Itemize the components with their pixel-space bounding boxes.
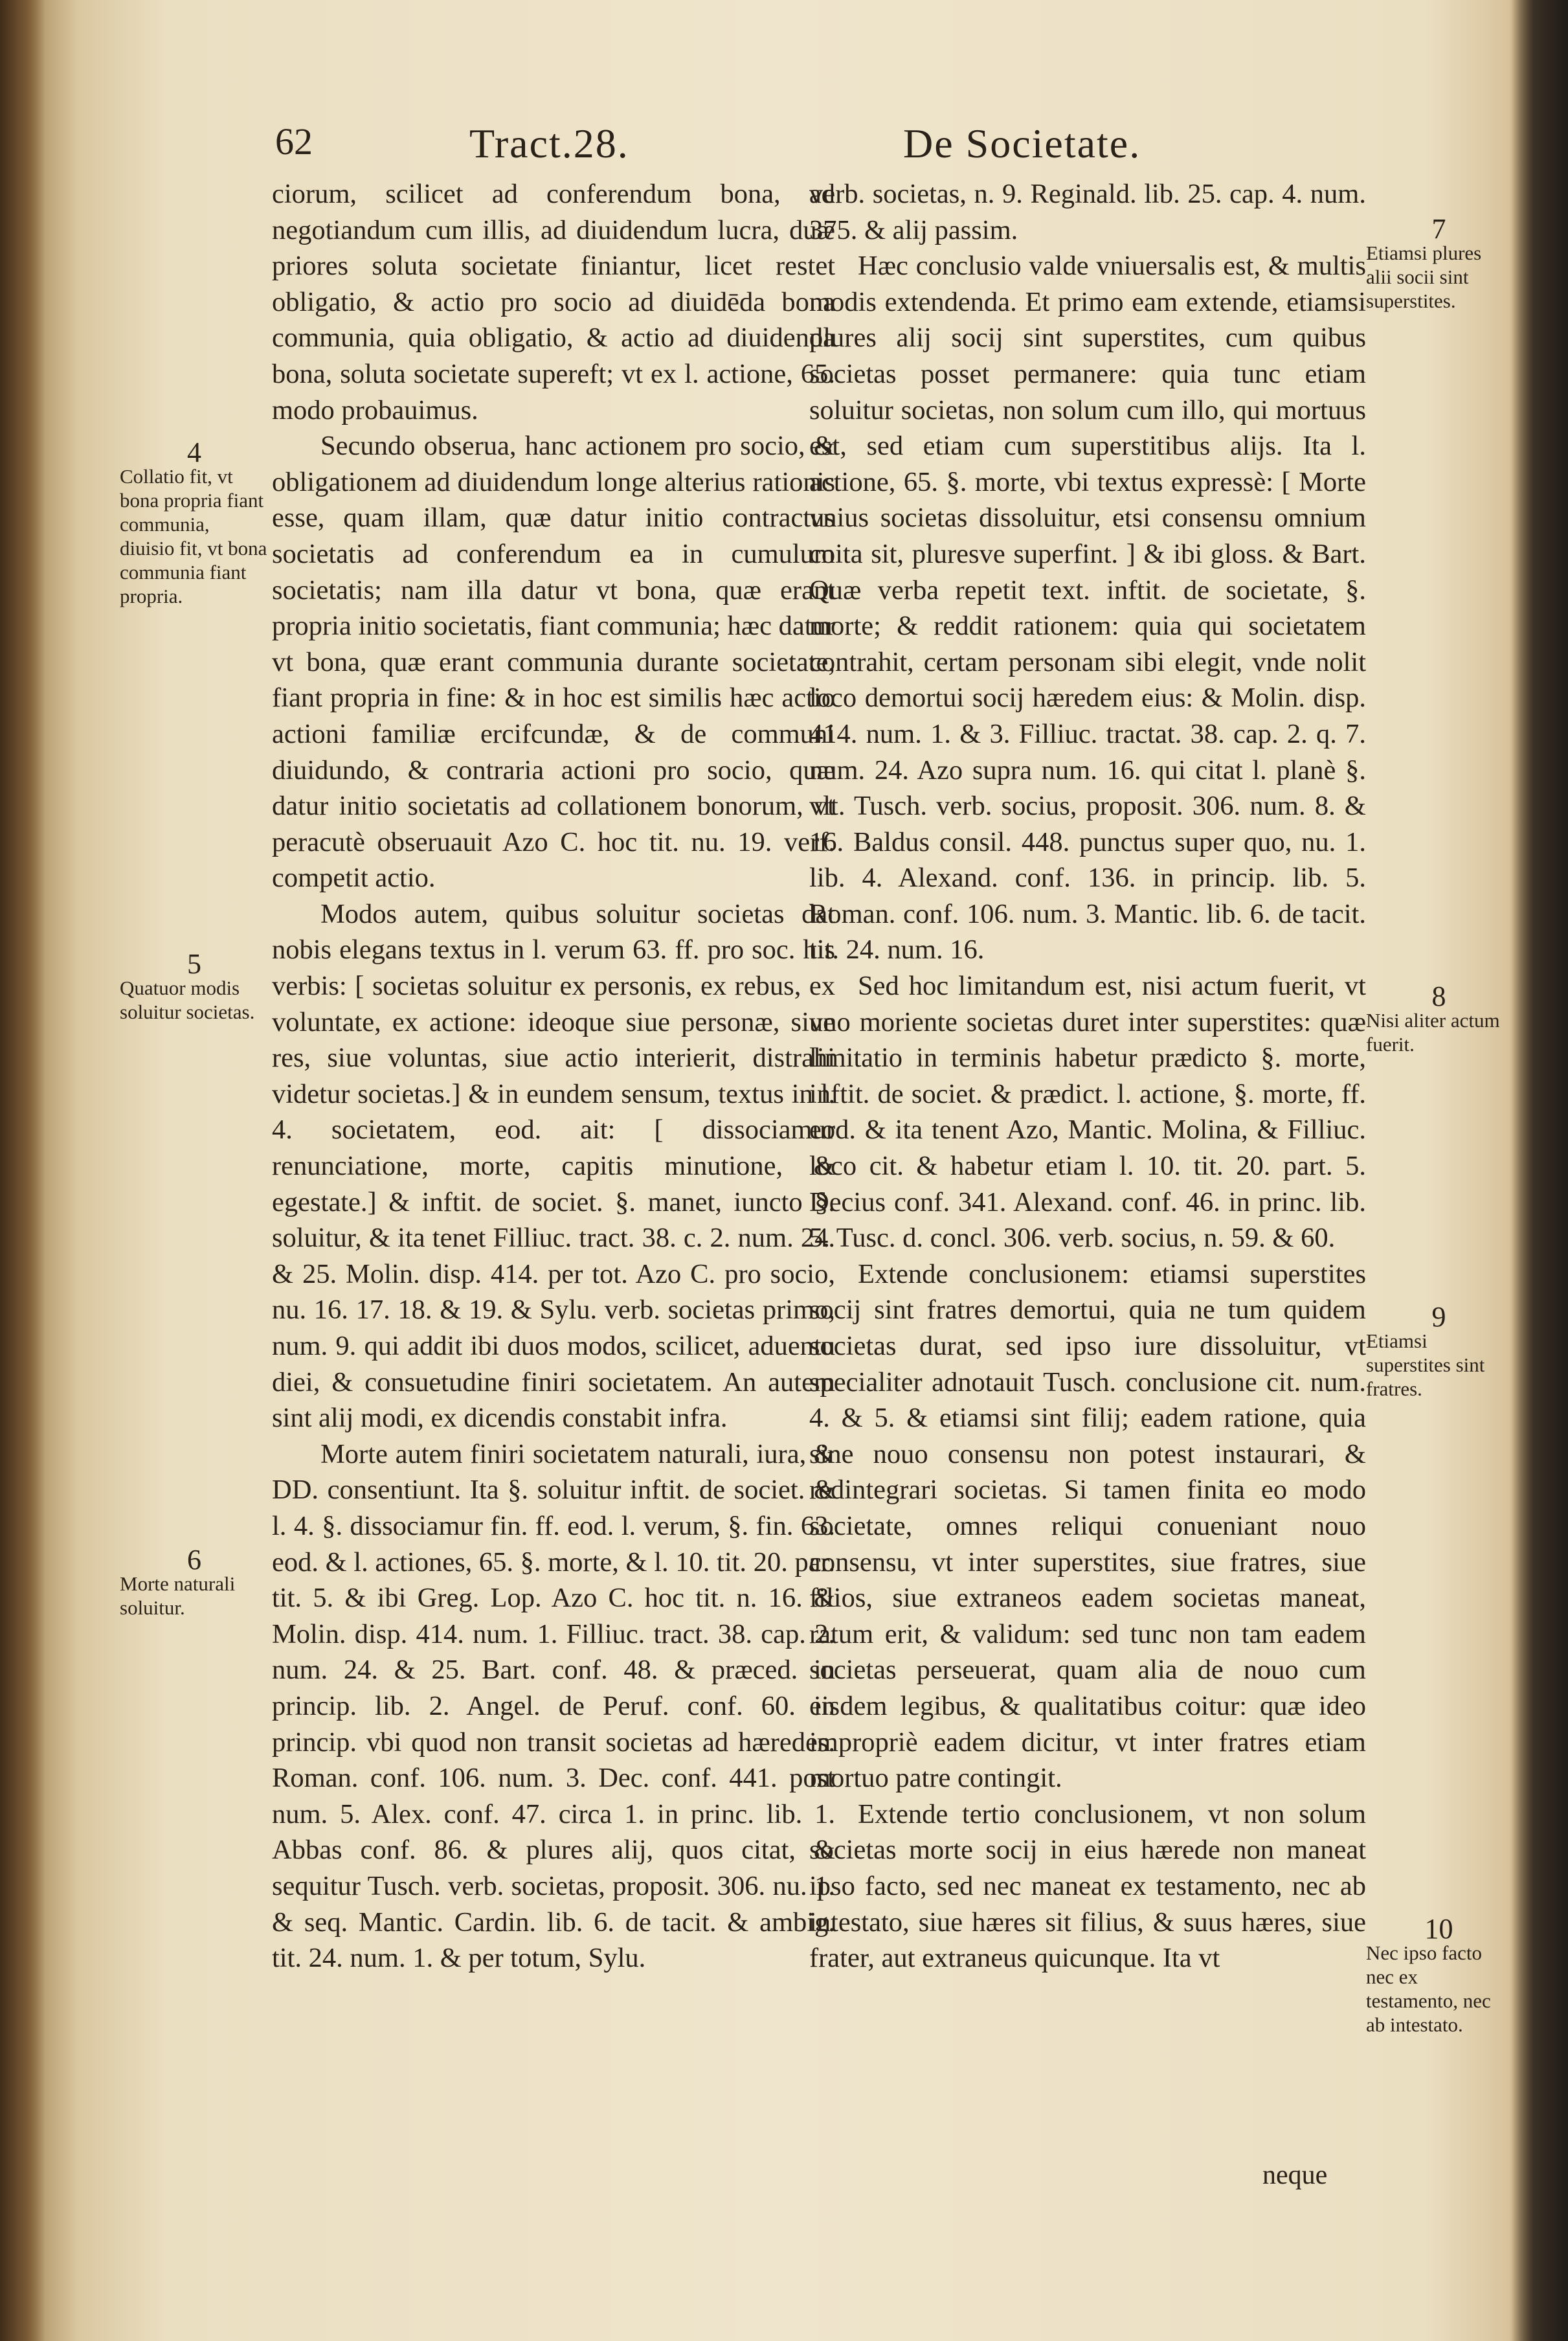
book-spine [0,0,45,2341]
margin-note [1366,213,1512,313]
margin-note-text: Nec ipso facto nec ex testamento, nec ab intestato. [1366,1941,1491,2036]
right-text-column [809,176,1366,1976]
paragraph: Secundo obserua, hanc actionem pro socio, & obligationem ad diuidendum longe alterius rationis esse, quam illam, quæ datur initio contractus societatis ad conferendum ea in cumulum societatis; nam illa datur vt bona, quæ erant propria initio societatis, fiant communia; hæc datur vt bona, quæ erant communia durante societate, fiant propria in fine: & in hoc est similis hæc actio actioni familiæ ercifcundæ, & de communi diuidundo, & contraria actioni pro socio, quæ datur initio societatis ad collationem bonorum, vt peracutè obseruauit Azo C. hoc tit. nu. 19. verf. competit actio. [272,431,835,894]
header-title-right: De Societate. [903,120,1141,166]
margin-note-number: 4 [187,436,201,468]
margin-note-text: Morte naturali soluitur. [120,1572,236,1619]
paragraph: Extende conclusionem: etiamsi superstites socij sint fratres demortui, quia ne tum quidem societas durat, sed ipso iure dissoluitur, vt specialiter adnotauit Tusch. conclusione cit. num. 4. & 5. & etiamsi sint filij; eadem ratione, quia sine nouo consensu non potest instaurari, & redintegrari societas. Si tamen finita eo modo societate, omnes reliqui conueniant nouo consensu, vt inter superstites, siue fratres, siue filios, siue extraneos eadem societas maneat, ratum erit, & validum: sed tunc non tam eadem societas perseuerat, quam alia de nouo cum eisdem legibus, & qualitatibus coitur: quæ ideo impropriè eadem dicitur, vt inter fratres etiam mortuo patre contingit. [809,1258,1366,1794]
margin-note [1366,980,1512,1056]
margin-note-number: 6 [187,1544,201,1576]
margin-note-text: Collatio fit, vt bona propria fiant communia, diuisio fit, vt bona communia fiant propria. [120,465,267,607]
paragraph: ciorum, scilicet ad conferendum bona, ad negotiandum cum illis, ad diuidendum lucra, duæ priores soluta societate finiantur, licet restet obligatio, & actio pro socio ad diuidēda bona communia, quia obligatio, & actio ad diuidenda bona, soluta societate supereft; vt ex l. actione, 65. modo probauimus. [272,179,835,425]
paragraph: Extende tertio conclusionem, vt non solum societas morte socij in eius hærede non maneat ipso facto, sed nec maneat ex testamento, nec ab intestato, siue hæres sit filius, & suus hæres, siue frater, aut extraneus quicunque. Ita vt [809,1798,1366,1974]
margin-note [120,948,269,1024]
paragraph: Modos autem, quibus soluitur societas dat nobis elegans textus in l. verum 63. ff. pro soc. his verbis: [ societas soluitur ex personis, ex rebus, ex voluntate, ex actione: ideoque siue personæ, siue res, siue voluntas, siue actio interierit, distrahi videtur societas.] & in eundem sensum, textus in l. 4. societatem, eod. ait: [ dissociamur renunciatione, morte, capitis minutione, & egestate.] & inftit. de societ. §. manet, iuncto §. soluitur, & ita tenet Filliuc. tract. 38. c. 2. num. 24. & 25. Molin. disp. 414. per tot. Azo C. pro socio, nu. 16. 17. 18. & 19. & Sylu. verb. societas primo, num. 9. qui addit ibi duos modos, scilicet, aduentu diei, & consuetudine finiri societatem. An autem sint alij modi, ex dicendis constabit infra. [272,898,835,1434]
margin-note-number: 9 [1431,1301,1446,1333]
margin-note [1366,1913,1512,2037]
margin-note-number: 5 [187,948,201,980]
page-number: 62 [275,120,313,163]
margin-note-number: 8 [1431,980,1446,1012]
margin-note-text: Etiamsi superstites sint fratres. [1366,1329,1485,1400]
paragraph: Sed hoc limitandum est, nisi actum fuerit, vt vno moriente societas duret inter superstites: quæ limitatio in terminis habetur prædicto §. morte, inftit. de societ. & prædict. l. actione, §. morte, ff. eod. & ita tenent Azo, Mantic. Molina, & Filliuc. loco cit. & habetur etiam l. 10. tit. 20. part. 5. Decius conf. 341. Alexand. conf. 46. in princ. lib. 5. Tusc. d. concl. 306. verb. socius, n. 59. & 60. [809,971,1366,1254]
margin-note [120,1544,269,1620]
running-header [256,113,1175,172]
margin-note-text: Quatuor modis soluitur societas. [120,977,255,1023]
catchword: neque [1262,2160,1328,2190]
paragraph: verb. societas, n. 9. Reginald. lib. 25. cap. 4. num. 375. & alij passim. [809,179,1366,245]
paragraph: Hæc conclusio valde vniuersalis est, & multis modis extendenda. Et primo eam extende, etiamsi plures alij socij sint superstites, cum quibus societas posset permanere: quia tunc etiam soluitur societas, non solum cum illo, qui mortuus est, sed etiam cum superstitibus alijs. Ita l. actione, 65. §. morte, vbi textus expressè: [ Morte vnius societas dissoluitur, etsi consensu omnium coita sit, pluresve superfint. ] & ibi gloss. & Bart. Quæ verba repetit text. inftit. de societate, §. morte; & reddit rationem: quia qui societatem contrahit, certam personam sibi elegit, vnde nolit loco demortui socij hæredem eius: & Molin. disp. 414. num. 1. & 3. Filliuc. tractat. 38. cap. 2. q. 7. num. 24. Azo supra num. 16. qui citat l. planè §. vlt. Tusch. verb. socius, proposit. 306. num. 8. & 16. Baldus consil. 448. punctus super quo, nu. 1. lib. 4. Alexand. conf. 136. in princip. lib. 5. Roman. conf. 106. num. 3. Mantic. lib. 6. de tacit. tit. 24. num. 16. [809,251,1366,966]
margin-note-number: 10 [1424,1913,1453,1945]
margin-note-text: Nisi aliter actum fuerit. [1366,1009,1500,1056]
margin-note [120,436,269,608]
margin-note-text: Etiamsi plures alii socii sint superstites. [1366,242,1482,312]
margin-note-number: 7 [1431,213,1446,245]
paragraph: Morte autem finiri societatem naturali, iura, & DD. consentiunt. Ita §. soluitur inftit. de societ. & l. 4. §. dissociamur fin. ff. eod. l. verum, §. fin. 63. eod. & l. actiones, 65. §. morte, & l. 10. tit. 20. par. tit. 5. & ibi Greg. Lop. Azo C. hoc tit. n. 16. & Molin. disp. 414. num. 1. Filliuc. tract. 38. cap. 2. num. 24. & 25. Bart. conf. 48. & præced. in princip. lib. 2. Angel. de Peruf. conf. 60. in princip. vbi quod non transit societas ad hæredes. Roman. conf. 106. num. 3. Dec. conf. 441. post num. 5. Alex. conf. 47. circa 1. in princ. lib. 1. Abbas conf. 86. & plures alij, quos citat, & sequitur Tusch. verb. societas, proposit. 306. nu. 1. & seq. Mantic. Cardin. lib. 6. de tacit. & ambig. tit. 24. num. 1. & per totum, Sylu. [272,1438,835,1974]
margin-note [1366,1301,1512,1401]
header-title-left: Tract.28. [469,120,629,166]
facing-page-edge [1512,0,1568,2341]
left-text-column [272,176,835,1976]
